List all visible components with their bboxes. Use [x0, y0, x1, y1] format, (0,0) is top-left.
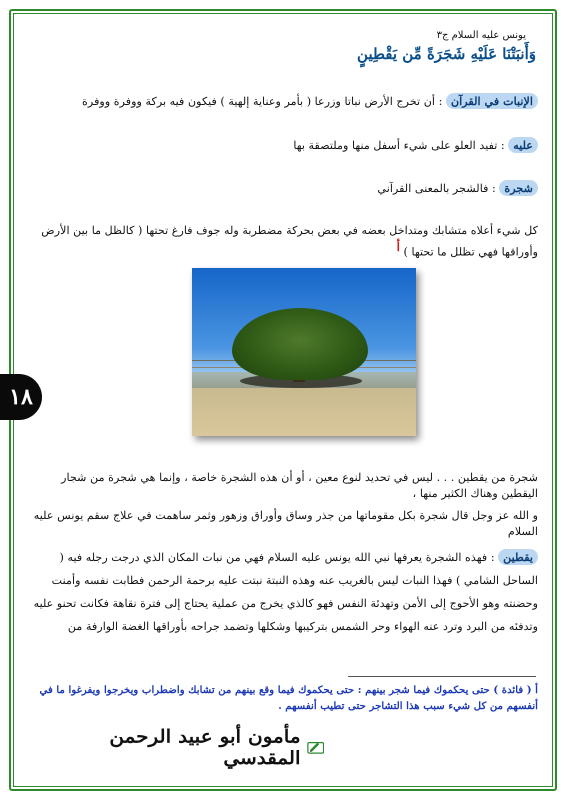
paragraph-text: : فهذه الشجرة يعرفها نبي الله يونس عليه السلام فهي من نبات المكان الذي درجت رجله فيه ( الساحل الشامي ) فهذا النبات ليس بالغريب عنه وهذه النبتة نبتت عليه برحمة الرحمن فطابت نفسه وأمنت وحضنته وهو الأحوج إلى الأمن وتهدئة النفس فهو كالذي يخرج من عملية يحتاج إلى فترة نقاهة فكانت تحنو عليه وتدفئه من البرد وترد عنه الهواء وحر الشمس بتركيبها وشكلها وتضمد جراحه بأوراقها الغضة الوارفة من [33, 551, 538, 633]
paragraph-text: شجرة من يقطين . . . ليس في تحديد لنوع معين ، أو أن هذه الشجرة خاصة ، وإنما هي شجرة من شجار اليقطين وهناك الكثير منها ، [61, 471, 538, 501]
paragraph-text: : أن تخرج الأرض نباتا وزرعا ( بأمر وعناية إلهية ) فيكون فيه بركة ووفرة ووفرة [82, 95, 446, 108]
footnote-reference[interactable]: أ [396, 240, 400, 255]
section-title: وَأَنبَتْنَا عَلَيْهِ شَجَرَةً مِّن يَقْطِينٍ [357, 45, 536, 63]
term-highlight: شجرة [499, 180, 538, 196]
page-number-badge: ١٨ [0, 374, 42, 420]
paragraph-yaqteen [26, 546, 538, 639]
running-header: يونس عليه السلام ج٣ [436, 30, 526, 41]
paragraph-text: كل شيء أعلاه متشابك ومتداخل بعضه في بعض بحركة مضطربة وله جوف فارغ تحتها ( كالظل ما بين الأرض وأوراقها فهي تظلل ما تحتها ) [41, 224, 538, 259]
term-highlight: عليه [508, 137, 538, 153]
paragraph-yaqteen-general [28, 470, 538, 502]
paragraph-text: و الله عز وجل قال شجرة بكل مقوماتها من جذر وساق وأوراق وزهور وثمر ساهمت في علاج سقم يونس عليه السلام [33, 509, 538, 539]
tree-photo [192, 268, 416, 436]
paragraph-shajara [28, 180, 538, 197]
term-highlight: الإنبات في القرآن [446, 93, 538, 109]
footnote: أ ( فائدة ) حتى يحكموك فيما شجر بينهم : حتى يحكموك فيما وقع بينهم من تشابك واضطراب ويخرجوا ويفرغوا ما في أنفسهم من كل شيء سبب هذا التشاجر حتى تطيب أنفسهم . [39, 684, 538, 712]
footnote-divider [348, 676, 536, 677]
paragraph-text: : فالشجر بالمعنى القرآني [377, 182, 500, 195]
paragraph-definition [28, 223, 538, 261]
author-signature [34, 725, 324, 769]
paragraph-text: : تفيد العلو على شيء أسفل منها وملتصقة بها [293, 139, 509, 152]
term-highlight: يقطين [498, 549, 538, 565]
photo-tree-canopy [232, 308, 368, 380]
pen-icon [307, 738, 324, 756]
paragraph-alayhi [28, 137, 538, 154]
signature-name: مأمون أبو عبيد الرحمن المقدسي [109, 725, 301, 769]
paragraph-inbat [28, 93, 538, 110]
paragraph-yaqteen-benefits [28, 508, 538, 540]
